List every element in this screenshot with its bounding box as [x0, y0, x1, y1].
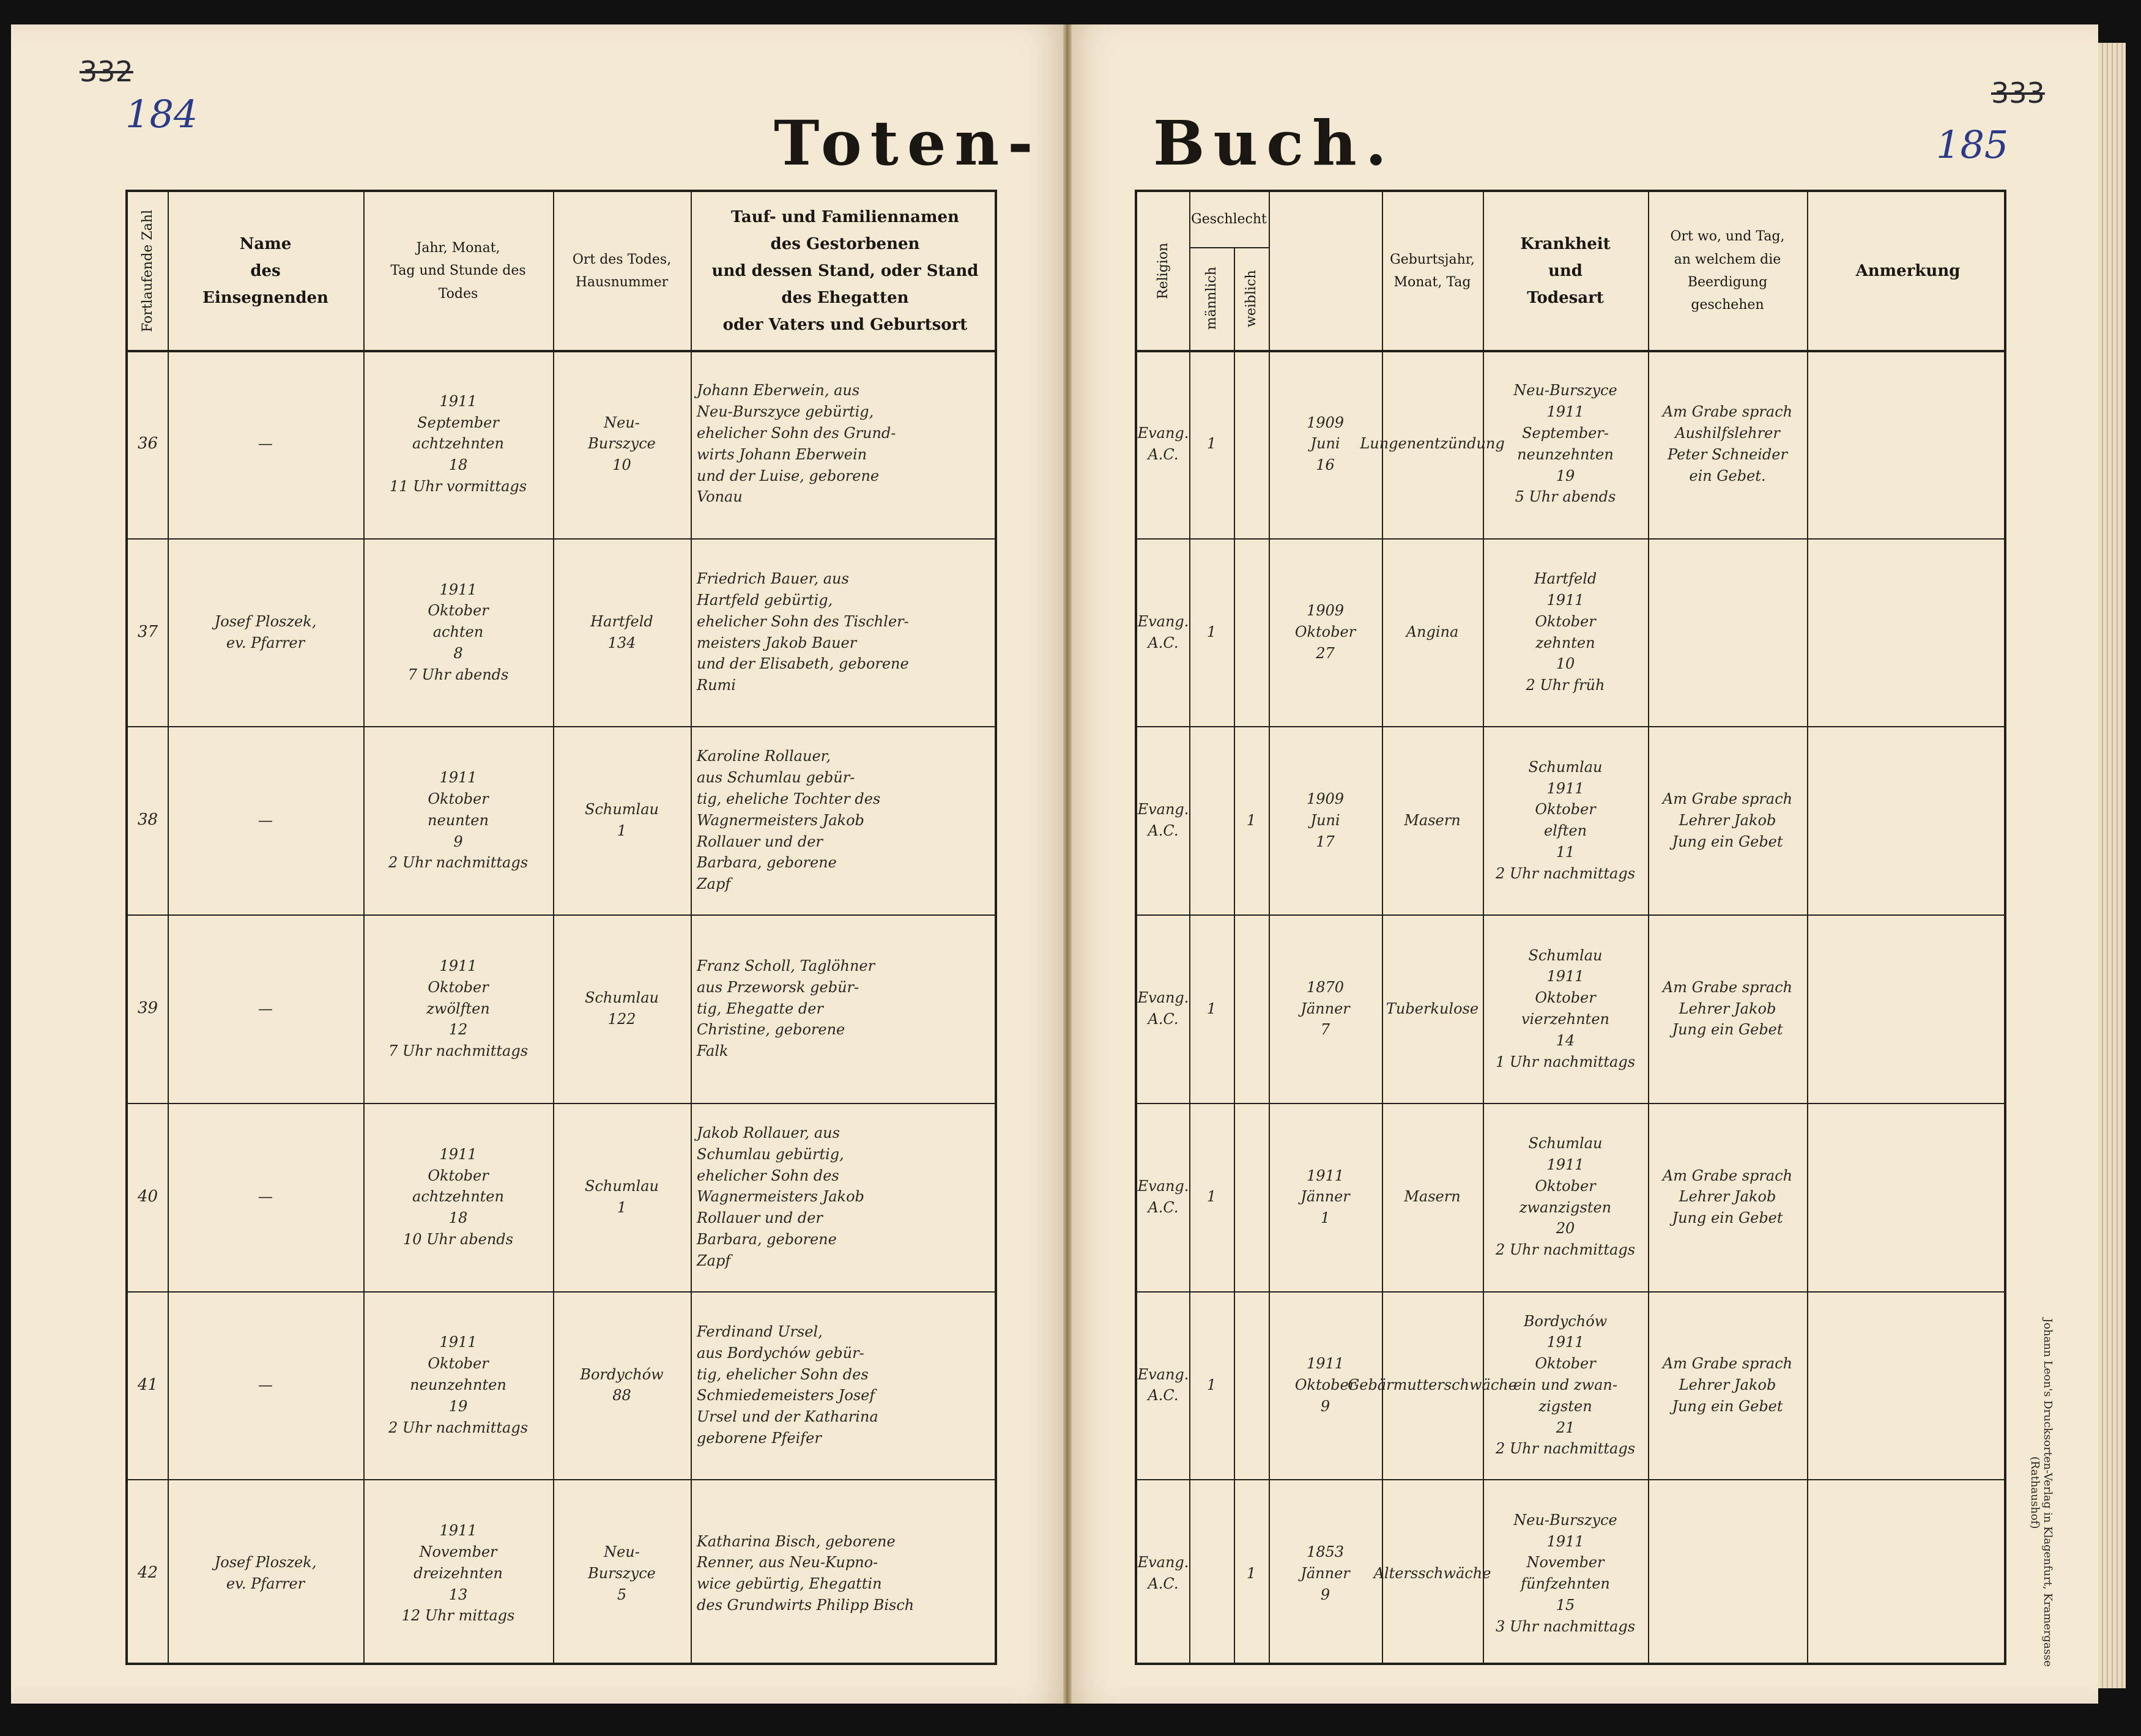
entry-nr: 40	[137, 1187, 158, 1206]
entry-krankheit: Altersschwäche	[1373, 1564, 1491, 1582]
geschlecht-header: Geschlecht	[1191, 212, 1267, 228]
entry-einsegnender: —	[258, 1376, 273, 1394]
page-edges	[2098, 43, 2126, 1688]
entry-beerdigung: Schumlau 1911 Oktober vierzehnten 14 1 Uhr nachmittags	[1495, 946, 1636, 1070]
entry-religion: Evang. A.C.	[1137, 801, 1189, 840]
entry-tod-datum: 1911 Oktober achtzehnten 18 10 Uhr abends	[403, 1145, 513, 1248]
left-column-header: Tauf- und Familiennamen des Gestorbenen und dessen Stand, oder Stand des Ehegatten oder Vaters und Geburtsort	[711, 207, 979, 335]
entry-name: Johann Eberwein, aus Neu-Burszyce gebürtig, ehelicher Sohn des Grund- wirts Johann Eberwein und der Luise, geborene Vonau	[697, 382, 896, 506]
entry-beerdigung: Schumlau 1911 Oktober zwanzigsten 20 2 Uhr nachmittags	[1495, 1135, 1636, 1259]
entry-anmerkung: Am Grabe sprach Aushilfslehrer Peter Schneider ein Gebet.	[1662, 403, 1793, 484]
left-handwritten-page-number: 184	[125, 92, 198, 136]
entry-tod-datum: 1911 November dreizehnten 13 12 Uhr mittags	[401, 1522, 515, 1625]
entry-einsegnender: —	[258, 1000, 273, 1017]
entry-maennlich: 1	[1206, 623, 1217, 641]
entry-maennlich	[1189, 726, 1234, 914]
entry-anmerkung	[1648, 1479, 1807, 1667]
entry-geburt: 1909 Juni 16	[1306, 414, 1345, 474]
entry-einsegnender: Josef Ploszek, ev. Pfarrer	[214, 612, 317, 651]
entry-anmerkung	[1648, 538, 1807, 727]
entry-name: Jakob Rollauer, aus Schumlau gebürtig, ehelicher Sohn des Wagnermeisters Jakob Rollauer und der Barbara, geborene Zapf	[697, 1124, 864, 1269]
right-column-divider	[1807, 192, 1808, 1663]
entry-anmerkung: Am Grabe sprach Lehrer Jakob Jung ein Gebet	[1662, 1167, 1793, 1227]
title-right: Buch.	[1153, 107, 1395, 179]
entry-ort: Schumlau 1	[585, 801, 659, 840]
left-register-table	[125, 190, 997, 1665]
entry-maennlich: 1	[1206, 1000, 1217, 1017]
left-printed-page-number: 332	[80, 55, 133, 88]
left-column-header: Fortlaufende Zahl	[139, 209, 155, 333]
entry-ort: Schumlau 122	[585, 989, 659, 1028]
entry-geburt: 1870 Jänner 7	[1301, 978, 1350, 1039]
right-register-table	[1135, 190, 2006, 1665]
entry-beerdigung: Hartfeld 1911 Oktober zehnten 10 2 Uhr früh	[1526, 570, 1605, 694]
entry-beerdigung: Neu-Burszyce 1911 November fünfzehnten 15 3 Uhr nachmittags	[1495, 1511, 1636, 1635]
entry-nr: 36	[137, 434, 158, 453]
printer-note: Johann Leon's Drucksorten-Verlag in Klagenfurt, Kramergasse (Rathaushof)	[2028, 1318, 2054, 1667]
entry-tod-datum: 1911 September achtzehnten 18 11 Uhr vormittags	[389, 392, 527, 495]
entry-einsegnender: —	[258, 435, 273, 453]
entry-maennlich: 1	[1206, 435, 1217, 453]
entry-weiblich	[1234, 914, 1269, 1103]
weiblich-header: weiblich	[1243, 270, 1259, 327]
entry-beerdigung: Neu-Burszyce 1911 September- neunzehnten 19 5 Uhr abends	[1513, 382, 1617, 506]
entry-name: Friedrich Bauer, aus Hartfeld gebürtig, ehelicher Sohn des Tischler- meisters Jakob Bauer und der Elisabeth, geborene Rumi	[697, 570, 909, 694]
right-column-header: Geburtsjahr, Monat, Tag	[1390, 251, 1475, 290]
right-printed-page-number: 333	[1991, 76, 2045, 109]
left-column-header: Name des Einsegnenden	[202, 234, 328, 308]
entry-einsegnender: —	[258, 811, 273, 829]
entry-ort: Bordychów 88	[580, 1365, 664, 1404]
entry-nr: 41	[137, 1375, 158, 1394]
entry-tod-datum: 1911 Oktober neunzehnten 19 2 Uhr nachmittags	[388, 1334, 529, 1436]
entry-einsegnender: —	[258, 1188, 273, 1206]
entry-geburt: 1911 Jänner 1	[1301, 1167, 1350, 1227]
title-left: Toten-	[774, 107, 1042, 179]
entry-religion: Evang. A.C.	[1137, 989, 1189, 1028]
entry-anmerkung: Am Grabe sprach Lehrer Jakob Jung ein Gebet	[1662, 790, 1793, 850]
entry-maennlich	[1189, 1479, 1234, 1667]
entry-ort: Neu- Burszyce 10	[588, 414, 656, 474]
right-column-header: Krankheit und Todesart	[1520, 234, 1611, 308]
right-column-header: Anmerkung	[1855, 261, 1961, 280]
maennlich-header: männlich	[1203, 267, 1219, 330]
entry-geburt: 1911 Oktober 9	[1294, 1355, 1356, 1415]
entry-nr: 39	[137, 999, 158, 1018]
entry-religion: Evang. A.C.	[1137, 1177, 1189, 1216]
entry-krankheit: Angina	[1406, 623, 1459, 641]
right-column-header: Religion	[1155, 242, 1171, 300]
entry-maennlich: 1	[1206, 1188, 1217, 1206]
entry-religion: Evang. A.C.	[1137, 1554, 1189, 1593]
entry-krankheit: Lungenentzündung	[1360, 435, 1505, 453]
entry-geburt: 1909 Juni 17	[1306, 790, 1345, 850]
entry-weiblich: 1	[1246, 811, 1256, 829]
right-handwritten-page-number: 185	[1936, 122, 2009, 167]
entry-name: Katharina Bisch, geborene Renner, aus Neu-Kupno- wice gebürtig, Ehegattin des Grundwirts Philipp Bisch	[697, 1532, 915, 1614]
left-column-header: Jahr, Monat, Tag und Stunde des Todes	[390, 240, 526, 302]
entry-weiblich	[1234, 538, 1269, 727]
entry-tod-datum: 1911 Oktober neunten 9 2 Uhr nachmittags	[388, 769, 529, 872]
entry-beerdigung: Schumlau 1911 Oktober elften 11 2 Uhr nachmittags	[1495, 758, 1636, 882]
entry-weiblich	[1234, 1291, 1269, 1480]
entry-krankheit: Masern	[1404, 811, 1461, 829]
entry-krankheit: Gebärmutterschwäche	[1348, 1376, 1517, 1394]
entry-einsegnender: Josef Ploszek, ev. Pfarrer	[214, 1554, 317, 1593]
entry-ort: Schumlau 1	[585, 1177, 659, 1216]
entry-religion: Evang. A.C.	[1137, 1365, 1189, 1404]
entry-weiblich: 1	[1246, 1564, 1256, 1582]
right-column-header: Ort wo, und Tag, an welchem die Beerdigung geschehen	[1670, 229, 1785, 313]
entry-nr: 37	[137, 622, 158, 641]
entry-nr: 38	[137, 811, 158, 829]
entry-name: Franz Scholl, Taglöhner aus Przeworsk gebür- tig, Ehegatte der Christine, geborene Falk	[697, 957, 875, 1060]
entry-tod-datum: 1911 Oktober achten 8 7 Uhr abends	[407, 581, 509, 683]
entry-krankheit: Masern	[1404, 1188, 1461, 1206]
book-fold	[1063, 24, 1072, 1704]
entry-anmerkung: Am Grabe sprach Lehrer Jakob Jung ein Gebet	[1662, 978, 1793, 1039]
entry-beerdigung: Bordychów 1911 Oktober ein und zwan- zigsten 21 2 Uhr nachmittags	[1495, 1312, 1636, 1458]
entry-tod-datum: 1911 Oktober zwölften 12 7 Uhr nachmittags	[388, 957, 529, 1060]
entry-maennlich: 1	[1206, 1376, 1217, 1394]
entry-name: Karoline Rollauer, aus Schumlau gebür- tig, eheliche Tochter des Wagnermeisters Jakob Rollauer und der Barbara, geborene Zapf	[697, 747, 881, 893]
entry-name: Ferdinand Ursel, aus Bordychów gebür- tig, ehelicher Sohn des Schmiedemeisters Josef Ursel und der Katharina geborene Pfeifer	[697, 1323, 878, 1447]
entry-nr: 42	[137, 1564, 158, 1582]
left-column-header: Ort des Todes, Hausnummer	[572, 251, 672, 290]
entry-anmerkung: Am Grabe sprach Lehrer Jakob Jung ein Gebet	[1662, 1355, 1793, 1415]
entry-krankheit: Tuberkulose	[1386, 1000, 1479, 1017]
entry-religion: Evang. A.C.	[1137, 425, 1189, 463]
entry-weiblich	[1234, 1103, 1269, 1291]
entry-weiblich	[1234, 350, 1269, 538]
entry-ort: Neu- Burszyce 5	[588, 1543, 656, 1603]
entry-ort: Hartfeld 134	[590, 612, 653, 651]
entry-religion: Evang. A.C.	[1137, 612, 1189, 651]
entry-geburt: 1853 Jänner 9	[1301, 1543, 1350, 1603]
entry-geburt: 1909 Oktober 27	[1294, 602, 1356, 662]
